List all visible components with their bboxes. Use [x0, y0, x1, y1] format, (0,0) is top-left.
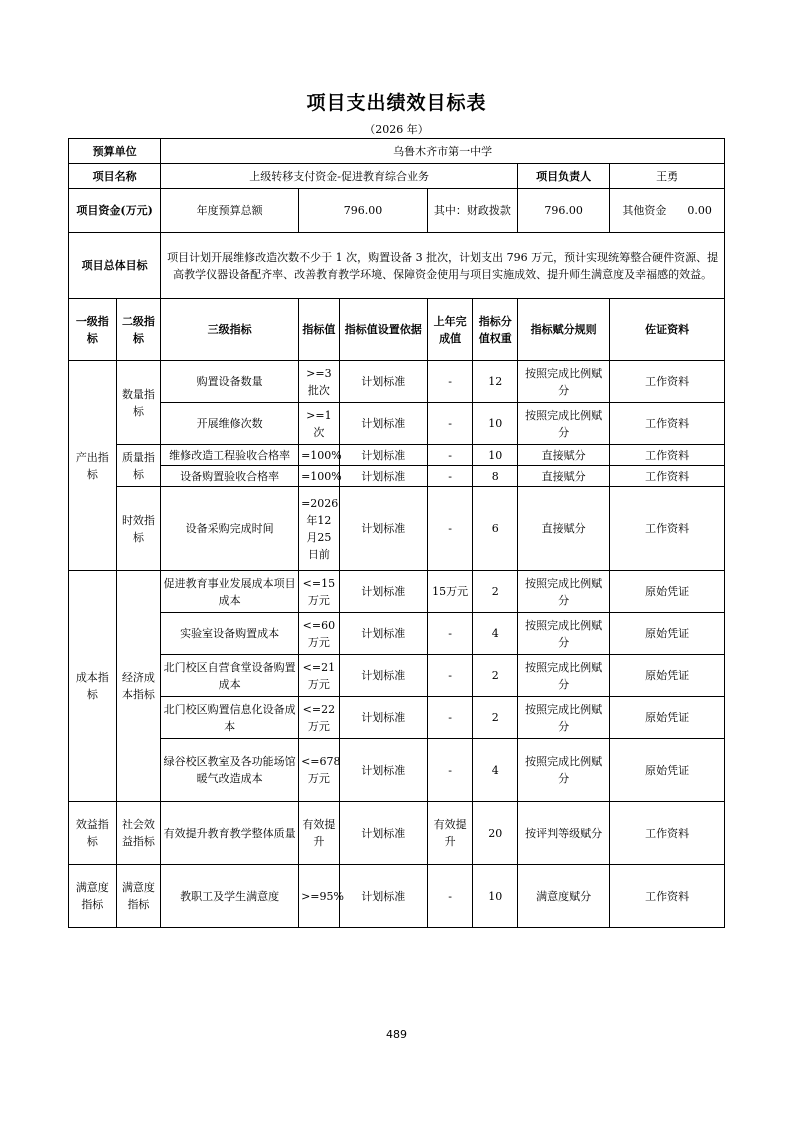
- indicator-prev: -: [427, 466, 473, 487]
- project-leader-value: 王勇: [610, 164, 725, 189]
- indicator-evidence: 工作资料: [610, 361, 725, 403]
- indicator-rule: 按照完成比例赋分: [518, 571, 610, 613]
- indicator-prev: 15万元: [427, 571, 473, 613]
- level1-benefit: 效益指标: [69, 802, 117, 865]
- column-header-row: [69, 299, 725, 361]
- indicator-rule: 按照完成比例赋分: [518, 613, 610, 655]
- indicator-basis: 计划标准: [339, 466, 427, 487]
- col-header-prev: 上年完成值: [427, 299, 473, 361]
- indicator-evidence: 原始凭证: [610, 655, 725, 697]
- indicator-prev: -: [427, 487, 473, 571]
- other-funds-cell: [610, 189, 725, 233]
- table-row: [69, 655, 725, 697]
- indicator-value: >=95%: [299, 865, 340, 928]
- indicator-score: 2: [473, 697, 518, 739]
- level1-output: 产出指标: [69, 361, 117, 571]
- col-header-level1: 一级指标: [69, 299, 117, 361]
- indicator-name: 北门校区自营食堂设备购置成本: [161, 655, 299, 697]
- overall-goal-text: 项目计划开展维修改造次数不少于 1 次，购置设备 3 批次，计划支出 796 万元，预计实现统筹整合硬件资源、提高教学仪器设备配齐率、改善教育教学环境、保障资金使用与项目实施成效、提升师生满意度及幸福感的效益。: [161, 233, 725, 299]
- table-row: [69, 697, 725, 739]
- col-header-value: 指标值: [299, 299, 340, 361]
- indicator-name: 设备购置验收合格率: [161, 466, 299, 487]
- table-row: [69, 571, 725, 613]
- indicator-evidence: 工作资料: [610, 466, 725, 487]
- year-label: （2026 年）: [364, 123, 429, 136]
- col-header-basis: 指标值设置依据: [339, 299, 427, 361]
- indicator-name: 设备采购完成时间: [161, 487, 299, 571]
- indicator-name: 教职工及学生满意度: [161, 865, 299, 928]
- col-header-level2: 二级指标: [116, 299, 161, 361]
- indicator-score: 10: [473, 403, 518, 445]
- indicator-prev: -: [427, 739, 473, 802]
- level2-satisfaction: 满意度指标: [116, 865, 161, 928]
- indicator-rule: 按照完成比例赋分: [518, 739, 610, 802]
- level2-timeliness: 时效指标: [116, 487, 161, 571]
- indicator-score: 10: [473, 865, 518, 928]
- indicator-basis: 计划标准: [339, 697, 427, 739]
- table-row: [69, 445, 725, 466]
- indicator-basis: 计划标准: [339, 403, 427, 445]
- indicator-name: 开展维修次数: [161, 403, 299, 445]
- level2-quantity: 数量指标: [116, 361, 161, 445]
- indicator-evidence: 工作资料: [610, 487, 725, 571]
- indicator-evidence: 原始凭证: [610, 739, 725, 802]
- indicator-name: 有效提升教育教学整体质量: [161, 802, 299, 865]
- indicator-basis: 计划标准: [339, 865, 427, 928]
- table-row: [69, 613, 725, 655]
- indicator-value: <=22万元: [299, 697, 340, 739]
- indicator-rule: 按照完成比例赋分: [518, 655, 610, 697]
- indicator-prev: -: [427, 361, 473, 403]
- indicator-name: 绿谷校区教室及各功能场馆暖气改造成本: [161, 739, 299, 802]
- indicator-evidence: 工作资料: [610, 802, 725, 865]
- indicator-prev: -: [427, 403, 473, 445]
- project-leader-label: 项目负责人: [518, 164, 610, 189]
- indicator-rule: 满意度赋分: [518, 865, 610, 928]
- indicator-rule: 按评判等级赋分: [518, 802, 610, 865]
- table-row: [69, 361, 725, 403]
- indicator-prev: -: [427, 655, 473, 697]
- table-row: [69, 487, 725, 571]
- indicator-score: 4: [473, 739, 518, 802]
- indicator-score: 2: [473, 571, 518, 613]
- level2-economic: 经济成本指标: [116, 571, 161, 802]
- table-row: [69, 164, 725, 189]
- table-row: [69, 403, 725, 445]
- other-funds-label: 其他资金: [622, 204, 667, 217]
- indicator-value: >=3批次: [299, 361, 340, 403]
- level2-quality: 质量指标: [116, 445, 161, 487]
- budget-unit-label: 预算单位: [69, 139, 161, 164]
- indicator-basis: 计划标准: [339, 739, 427, 802]
- col-header-level3: 三级指标: [161, 299, 299, 361]
- indicator-basis: 计划标准: [339, 802, 427, 865]
- indicator-rule: 按照完成比例赋分: [518, 403, 610, 445]
- annual-total-label: 年度预算总额: [161, 189, 299, 233]
- indicator-basis: 计划标准: [339, 571, 427, 613]
- other-funds-value: 0.00: [687, 204, 712, 217]
- performance-target-table: [68, 138, 725, 928]
- indicator-value: <=15万元: [299, 571, 340, 613]
- indicator-value: >=1次: [299, 403, 340, 445]
- indicator-value: =100%: [299, 445, 340, 466]
- indicator-rule: 直接赋分: [518, 466, 610, 487]
- table-row: [69, 865, 725, 928]
- indicator-score: 10: [473, 445, 518, 466]
- indicator-name: 北门校区购置信息化设备成本: [161, 697, 299, 739]
- table-row: [69, 466, 725, 487]
- indicator-value: =100%: [299, 466, 340, 487]
- indicator-rule: 按照完成比例赋分: [518, 697, 610, 739]
- col-header-evidence: 佐证资料: [610, 299, 725, 361]
- indicator-evidence: 工作资料: [610, 445, 725, 466]
- indicator-score: 20: [473, 802, 518, 865]
- col-header-rule: 指标赋分规则: [518, 299, 610, 361]
- indicator-value: =2026年12月25日前: [299, 487, 340, 571]
- indicator-prev: -: [427, 445, 473, 466]
- indicator-evidence: 原始凭证: [610, 697, 725, 739]
- indicator-value: <=678万元: [299, 739, 340, 802]
- level1-cost: 成本指标: [69, 571, 117, 802]
- page-number: 489: [386, 1028, 407, 1041]
- indicator-evidence: 工作资料: [610, 403, 725, 445]
- indicator-basis: 计划标准: [339, 487, 427, 571]
- indicator-score: 2: [473, 655, 518, 697]
- project-funds-label: 项目资金(万元): [69, 189, 161, 233]
- project-name-label: 项目名称: [69, 164, 161, 189]
- indicator-rule: 直接赋分: [518, 487, 610, 571]
- fiscal-allocation-label: 其中：财政拨款: [427, 189, 517, 233]
- indicator-basis: 计划标准: [339, 655, 427, 697]
- indicator-score: 6: [473, 487, 518, 571]
- fiscal-allocation-value: 796.00: [518, 189, 610, 233]
- level2-social: 社会效益指标: [116, 802, 161, 865]
- indicator-value: 有效提升: [299, 802, 340, 865]
- indicator-prev: -: [427, 613, 473, 655]
- indicator-score: 12: [473, 361, 518, 403]
- table-row: [69, 139, 725, 164]
- table-row: [69, 802, 725, 865]
- indicator-prev: -: [427, 865, 473, 928]
- indicator-value: <=21万元: [299, 655, 340, 697]
- indicator-basis: 计划标准: [339, 361, 427, 403]
- project-name-value: 上级转移支付资金-促进教育综合业务: [161, 164, 518, 189]
- indicator-basis: 计划标准: [339, 445, 427, 466]
- indicator-name: 维修改造工程验收合格率: [161, 445, 299, 466]
- overall-goal-label: 项目总体目标: [69, 233, 161, 299]
- indicator-rule: 按照完成比例赋分: [518, 361, 610, 403]
- indicator-evidence: 原始凭证: [610, 613, 725, 655]
- page-title: 项目支出绩效目标表: [306, 92, 487, 114]
- indicator-name: 购置设备数量: [161, 361, 299, 403]
- indicator-value: <=60万元: [299, 613, 340, 655]
- indicator-score: 4: [473, 613, 518, 655]
- indicator-score: 8: [473, 466, 518, 487]
- table-row: [69, 233, 725, 299]
- annual-total-value: 796.00: [299, 189, 428, 233]
- indicator-name: 实验室设备购置成本: [161, 613, 299, 655]
- table-row: [69, 739, 725, 802]
- indicator-basis: 计划标准: [339, 613, 427, 655]
- level1-satisfaction: 满意度指标: [69, 865, 117, 928]
- budget-unit-value: 乌鲁木齐市第一中学: [161, 139, 725, 164]
- col-header-score: 指标分值权重: [473, 299, 518, 361]
- indicator-rule: 直接赋分: [518, 445, 610, 466]
- indicator-prev: -: [427, 697, 473, 739]
- indicator-name: 促进教育事业发展成本项目成本: [161, 571, 299, 613]
- indicator-prev: 有效提升: [427, 802, 473, 865]
- table-row: [69, 189, 725, 233]
- indicator-evidence: 原始凭证: [610, 571, 725, 613]
- indicator-evidence: 工作资料: [610, 865, 725, 928]
